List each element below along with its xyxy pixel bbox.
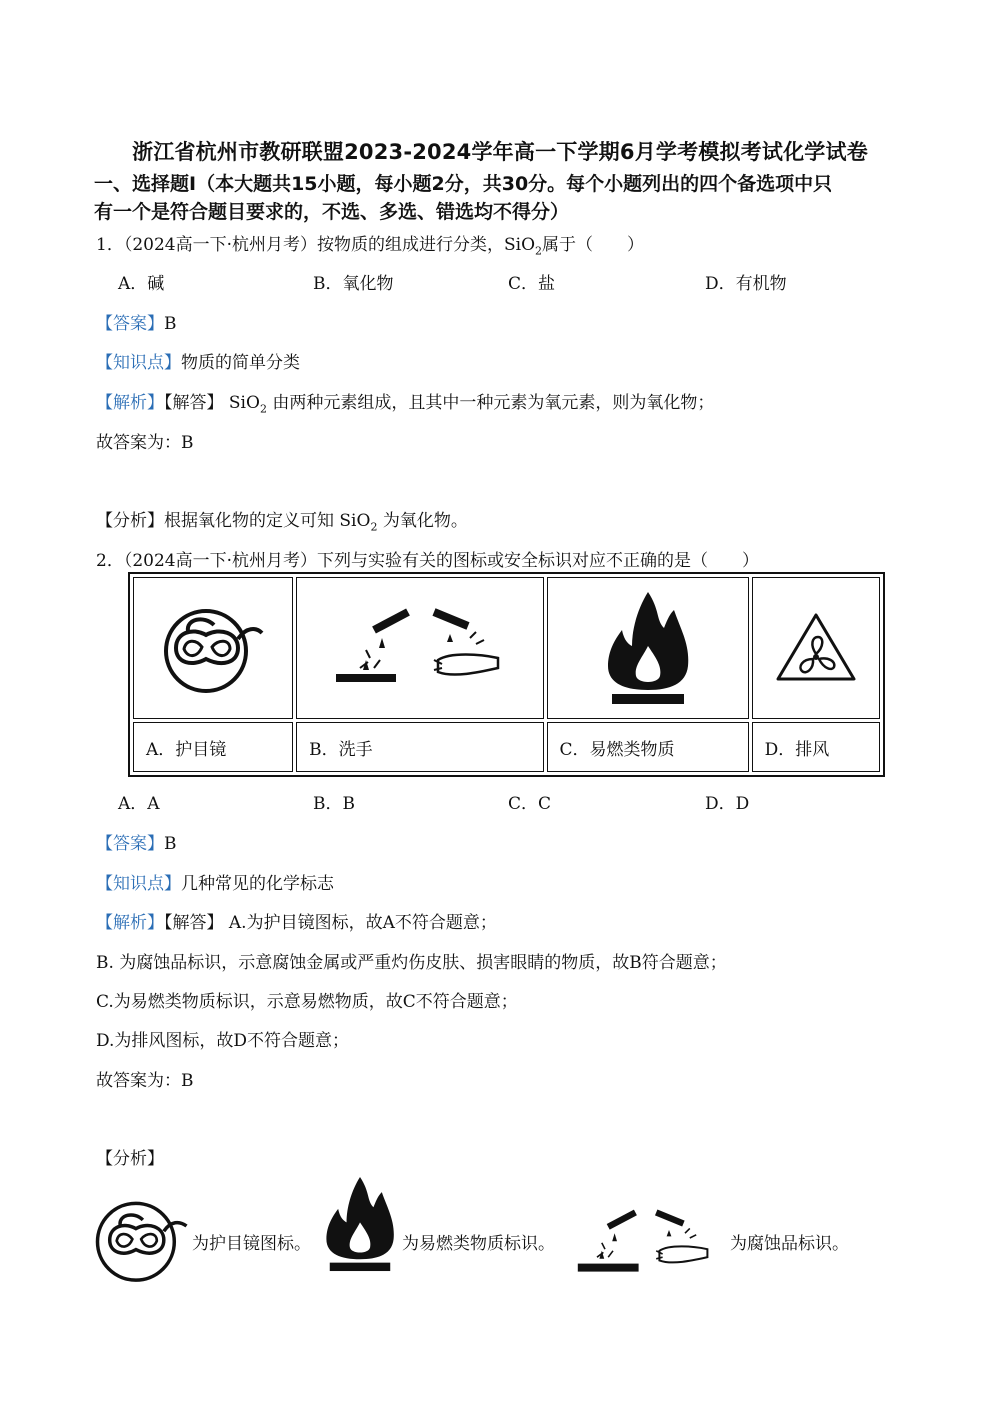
- section-line-2: 有一个是符合题目要求的，不选、多选、错选均不得分）: [94, 201, 570, 223]
- flammable-icon: [598, 588, 698, 708]
- sign-cell-b: [296, 577, 543, 719]
- q2-option-b: B．B: [313, 794, 355, 814]
- q2-stem: [96, 546, 759, 571]
- section-header: [94, 170, 914, 226]
- q2-analysis-a: A.为护目镜图标，故A不符合题意；: [228, 913, 497, 933]
- q1-stem-pre: 按物质的组成进行分类，SiO: [317, 235, 536, 255]
- q1-stem-sub: 2: [535, 244, 543, 258]
- page-title: 浙江省杭州市教研联盟2023-2024学年高一下学期6月学考模拟考试化学试卷: [132, 140, 868, 164]
- q1-option-c: C．盐: [508, 274, 556, 294]
- q2-answer: [96, 829, 177, 854]
- q1-number: 1．: [96, 235, 124, 255]
- q2-analysis-c: C.为易燃类物质标识，示意易燃物质，故C不符合题意；: [96, 992, 518, 1012]
- q1-answer: [96, 309, 177, 334]
- q1-conclusion: 故答案为：B: [96, 433, 194, 453]
- sign-label-c: C．易燃类物质: [547, 722, 749, 772]
- q2-fenxi-3: 为腐蚀品标识。: [730, 1234, 849, 1254]
- q2-conclusion: 故答案为：B: [96, 1071, 194, 1091]
- corrosive-icon: [562, 1206, 728, 1278]
- sign-cell-c: [547, 577, 749, 719]
- q2-analysis-d: D.为排风图标，故D不符合题意；: [96, 1031, 350, 1051]
- q1-option-b: B．氧化物: [313, 274, 394, 294]
- flammable-icon: [318, 1170, 402, 1278]
- sign-label-d: D．排风: [752, 722, 880, 772]
- goggles-icon: [158, 593, 268, 703]
- q1-analysis-pre: SiO: [228, 393, 260, 413]
- q2-kp-tag: 【知识点】: [96, 874, 181, 894]
- q1-analysis-label: 【解答】: [164, 393, 224, 413]
- q1-stem-post: 属于（ ）: [542, 235, 645, 255]
- q1-kp-tag: 【知识点】: [96, 353, 181, 373]
- q1-option-d: D．有机物: [705, 274, 787, 294]
- q1-answer-tag: 【答案】: [96, 314, 164, 334]
- q1-fenxi-sub: 2: [370, 520, 378, 534]
- q1-fenxi: [96, 506, 468, 533]
- q1-analysis-tag: 【解析】: [96, 393, 164, 413]
- q1-analysis-sub: 2: [259, 402, 267, 416]
- q2-fenxi-tag: 【分析】: [96, 1149, 164, 1169]
- q2-option-d: D．D: [705, 794, 750, 814]
- section-line-1: 一、选择题Ⅰ（本大题共15小题，每小题2分，共30分。每个小题列出的四个备选项中只: [94, 173, 833, 195]
- sign-cell-a: [133, 577, 293, 719]
- q2-number: 2．: [96, 551, 124, 571]
- q1-kp-value: 物质的简单分类: [181, 353, 300, 373]
- q1-knowledge-point: [96, 348, 300, 373]
- q1-fenxi-post: 为氧化物。: [382, 511, 468, 531]
- signs-table: [128, 572, 885, 777]
- q2-fenxi-2: 为易燃类物质标识。: [402, 1234, 555, 1254]
- q2-fenxi-1: 为护目镜图标。: [192, 1234, 311, 1254]
- q1-answer-value: B: [164, 314, 177, 334]
- q2-answer-value: B: [164, 834, 177, 854]
- q2-answer-tag: 【答案】: [96, 834, 164, 854]
- q2-analysis-label: 【解答】: [164, 913, 224, 933]
- q1-stem: [96, 230, 644, 257]
- ventilation-icon: [774, 611, 858, 685]
- q2-knowledge-point: [96, 869, 334, 894]
- q2-analysis-tag: 【解析】: [96, 913, 164, 933]
- goggles-icon: [94, 1196, 190, 1284]
- sign-label-b: B．洗手: [296, 722, 543, 772]
- q2-analysis-b: B. 为腐蚀品标识，示意腐蚀金属或严重灼伤皮肤、损害眼睛的物质，故B符合题意；: [96, 953, 727, 973]
- q2-option-c: C．C: [508, 794, 552, 814]
- q2-stem-text: 下列与实验有关的图标或安全标识对应不正确的是（ ）: [317, 551, 759, 571]
- q2-source: （2024高一下·杭州月考）: [123, 551, 317, 571]
- sign-label-a: A．护目镜: [133, 722, 293, 772]
- q1-option-a: A．碱: [118, 274, 165, 294]
- q1-source: （2024高一下·杭州月考）: [123, 235, 317, 255]
- sign-cell-d: [752, 577, 880, 719]
- q1-analysis-post: 由两种元素组成，且其中一种元素为氧元素，则为氧化物；: [272, 393, 715, 413]
- q1-analysis: [96, 388, 714, 415]
- q2-option-a: A．A: [118, 794, 160, 814]
- q1-fenxi-pre: 【分析】根据氧化物的定义可知 SiO: [96, 511, 371, 531]
- corrosive-icon: [330, 598, 510, 698]
- q2-kp-value: 几种常见的化学标志: [181, 874, 334, 894]
- q2-analysis: [96, 908, 497, 933]
